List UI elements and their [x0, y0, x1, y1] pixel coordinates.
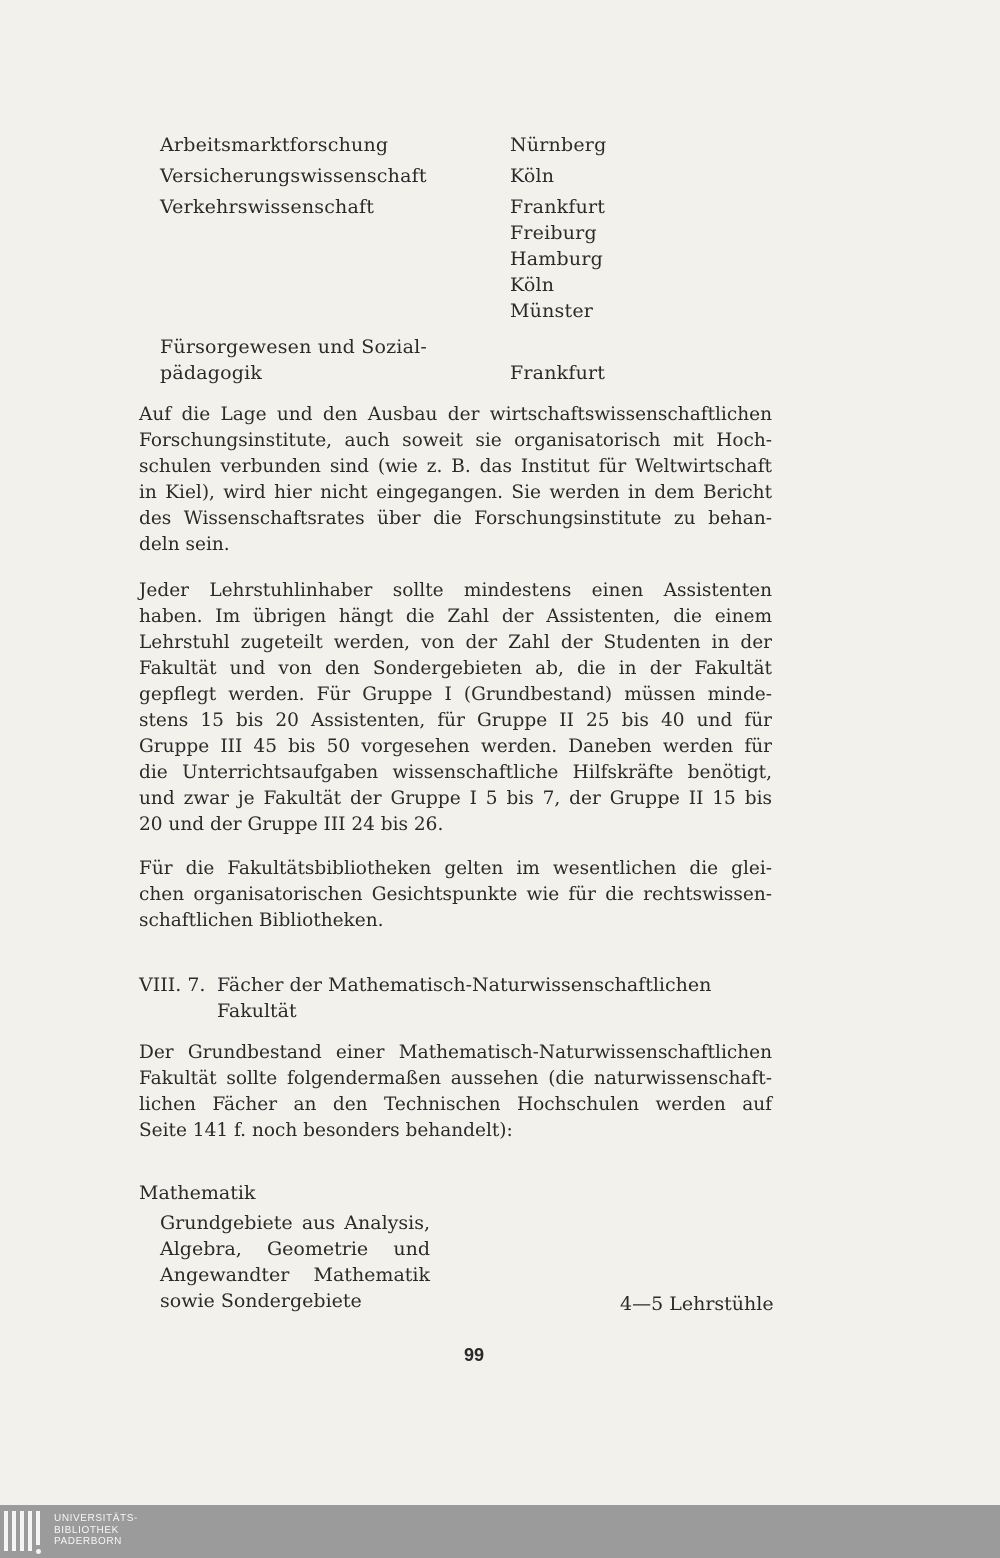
text-line: sowie Sondergebiete [160, 1290, 362, 1312]
text-line: Für die Fakultätsbibliotheken gelten im wesentlichen die glei- [139, 858, 772, 879]
text-line: Algebra, Geometrie und [160, 1238, 430, 1260]
text-line: deln sein. [139, 534, 230, 555]
table-city: Frankfurt [510, 196, 606, 218]
table-city: Köln [510, 165, 555, 187]
library-footer [0, 1505, 1000, 1558]
page-number: 99 [463, 1345, 485, 1365]
logo-line: BIBLIOTHEK [54, 1524, 119, 1536]
text-line: Grundgebiete aus Analysis, [160, 1212, 430, 1234]
table-city: Frankfurt [510, 362, 606, 384]
chair-count: 4—5 Lehrstühle [620, 1293, 774, 1315]
text-line: 20 und der Gruppe III 24 bis 26. [139, 814, 444, 835]
logo-line: UNIVERSITÄTS- [54, 1513, 138, 1524]
paragraph-assistants [139, 578, 772, 838]
table-city: Hamburg [510, 248, 603, 270]
text-line: Fakultät sollte folgendermaßen aussehen (die naturwissenschaft- [139, 1068, 772, 1089]
logo-dot-icon [36, 1549, 41, 1554]
table-city: Münster [510, 300, 594, 322]
text-line: Auf die Lage und den Ausbau der wirtschaftswissenschaftlichen [139, 404, 772, 425]
text-line: Der Grundbestand einer Mathematisch-Naturwissenschaftlichen [139, 1042, 772, 1063]
subject-description [160, 1210, 430, 1314]
text-line: die Unterrichtsaufgaben wissenschaftliche Hilfskräfte benötigt, [139, 762, 772, 783]
logo-line: PADERBORN [54, 1536, 123, 1547]
text-line: schulen verbunden sind (wie z. B. das Institut für Weltwirtschaft [139, 456, 772, 477]
text-line: in Kiel), wird hier nicht eingegangen. Sie werden in dem Bericht [139, 482, 772, 503]
library-logo-text [54, 1513, 138, 1548]
table-city: Freiburg [510, 222, 597, 244]
section-heading [139, 972, 711, 1024]
table-city: Nürnberg [510, 134, 607, 156]
text-line: Forschungsinstitute, auch soweit sie organisatorisch mit Hoch- [139, 430, 772, 451]
text-line: Seite 141 f. noch besonders behandelt): [139, 1120, 513, 1141]
table-subject: Verkehrswissenschaft [160, 196, 375, 218]
text-line: Jeder Lehrstuhlinhaber sollte mindestens einen Assistenten [139, 580, 772, 601]
text-line: und zwar je Fakultät der Gruppe I 5 bis 7, der Gruppe II 15 bis [139, 788, 772, 809]
text-line: Gruppe III 45 bis 50 vorgesehen werden. Daneben werden für [139, 736, 772, 757]
text-line: gepflegt werden. Für Gruppe I (Grundbestand) müssen minde- [139, 684, 772, 705]
text-line: Lehrstuhl zugeteilt werden, von der Zahl der Studenten in der [139, 632, 772, 653]
text-line: haben. Im übrigen hängt die Zahl der Assistenten, die einem [139, 606, 772, 627]
section-title-cont: Fakultät [217, 1000, 297, 1022]
section-number: VIII. 7. [139, 974, 206, 996]
table-city: Köln [510, 274, 555, 296]
text-line: des Wissenschaftsrates über die Forschungsinstitute zu behan- [139, 508, 772, 529]
text-line: lichen Fächer an den Technischen Hochschulen werden auf [139, 1094, 772, 1115]
table-subject: Versicherungswissenschaft [160, 165, 427, 187]
paragraph-libraries [139, 856, 772, 934]
section-title: Fächer der Mathematisch-Naturwissenschaftlichen [217, 974, 712, 996]
text-line: chen organisatorischen Gesichtspunkte wie für die rechtswissen- [139, 884, 772, 905]
paragraph-institutes [139, 402, 772, 558]
text-line: Fakultät und von den Sondergebieten ab, die in der Fakultät [139, 658, 772, 679]
paragraph-grundbestand [139, 1040, 772, 1144]
text-line: Angewandter Mathematik [160, 1264, 430, 1286]
table-subject: Arbeitsmarktforschung [160, 134, 389, 156]
text-line: stens 15 bis 20 Assistenten, für Gruppe II 25 bis 40 und für [139, 710, 772, 731]
subject-title: Mathematik [139, 1182, 256, 1204]
text-line: schaftlichen Bibliotheken. [139, 910, 384, 931]
table-subject: pädagogik [160, 362, 263, 384]
table-subject: Fürsorgewesen und Sozial- [160, 336, 428, 358]
